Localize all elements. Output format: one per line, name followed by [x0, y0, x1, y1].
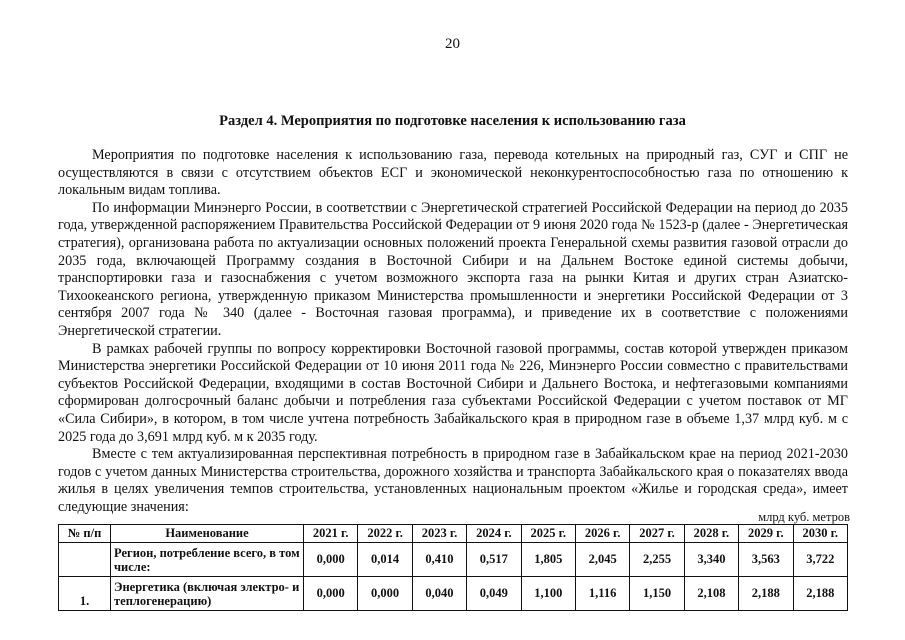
- row-value: 1,805: [521, 543, 575, 577]
- row-value: 1,100: [521, 577, 575, 611]
- row-number: 1.: [59, 577, 111, 611]
- paragraph: В рамках рабочей группы по вопросу корректировки Восточной газовой программы, состав которой утвержден приказом Министерства энергетики Российской Федерации от 10 июня 2011 года № 226, Минэнерго России совместно с правительствами субъектов Российской Федерации, входящими в состав Восточной Сибири и Дальнего Востока, и нефтегазовыми компаниями сформирован долгосрочный баланс добычи и потребления газа субъектами Российской Федерации с учетом поставок от МГ «Сила Сибири», в котором, в том числе учтена потребность Забайкальского края в природном газе в объеме 1,37 млрд куб. м с 2025 года до 3,691 млрд куб. м к 2035 году.: [58, 340, 848, 445]
- row-value: 3,722: [793, 543, 847, 577]
- row-value: 0,014: [358, 543, 412, 577]
- body-text: [58, 147, 848, 516]
- header-year: 2022 г.: [358, 525, 412, 543]
- gas-demand-table: [58, 524, 848, 611]
- header-year: 2028 г.: [684, 525, 738, 543]
- paragraph: Мероприятия по подготовке населения к использованию газа, перевода котельных на природный газ, СУГ и СПГ не осуществляются в связи с отсутствием объектов ЕСГ и экономической неконкурентоспособностью газа по отношению к локальным видам топлива.: [58, 147, 848, 199]
- table-row: [59, 577, 848, 611]
- row-number: [59, 543, 111, 577]
- unit-note: млрд куб. метров: [758, 510, 850, 524]
- header-year: 2026 г.: [575, 525, 629, 543]
- row-value: 3,340: [684, 543, 738, 577]
- row-value: 2,108: [684, 577, 738, 611]
- row-name: Регион, потребление всего, в том числе:: [111, 543, 304, 577]
- page-number: 20: [445, 36, 460, 52]
- row-value: 2,045: [575, 543, 629, 577]
- row-value: 2,188: [739, 577, 793, 611]
- row-value: 0,000: [358, 577, 412, 611]
- header-year: 2021 г.: [304, 525, 358, 543]
- header-year: 2025 г.: [521, 525, 575, 543]
- row-value: 0,410: [412, 543, 466, 577]
- header-name: Наименование: [111, 525, 304, 543]
- section-heading: Раздел 4. Мероприятия по подготовке населения к использованию газа: [219, 113, 686, 129]
- row-value: 0,000: [304, 577, 358, 611]
- paragraph: По информации Минэнерго России, в соответствии с Энергетической стратегией Российской Федерации на период до 2035 года, утвержденной распоряжением Правительства Российской Федерации от 9 июня 2020 года № 1523-р (далее - Энергетическая стратегия), организована работа по актуализации основных положений проекта Генеральной схемы развития газовой отрасли до 2035 года, включающей Программу создания в Восточной Сибири и на Дальнем Востоке единой системы добычи, транспортировки газа и газоснабжения с учетом возможного экспорта газа на рынки Китая и других стран Азиатско-Тихоокеанского региона, утвержденную приказом Министерства промышленности и энергетики Российской Федерации от 3 сентября 2007 года № 340 (далее - Восточная газовая программа), и приведение их в соответствие с положениями Энергетической стратегии.: [58, 199, 848, 339]
- header-year: 2027 г.: [630, 525, 684, 543]
- header-year: 2023 г.: [412, 525, 466, 543]
- row-value: 3,563: [739, 543, 793, 577]
- header-year: 2024 г.: [467, 525, 521, 543]
- paragraph: Вместе с тем актуализированная перспективная потребность в природном газе в Забайкальском крае на период 2021-2030 годов с учетом данных Министерства строительства, дорожного хозяйства и транспорта Забайкальского края о показателях ввода жилья в целях увеличения темпов строительства, установленных национальным проектом «Жилье и городская среда», имеет следующие значения:: [58, 446, 848, 515]
- header-number: № п/п: [59, 525, 111, 543]
- row-value: 2,188: [793, 577, 847, 611]
- header-year: 2029 г.: [739, 525, 793, 543]
- row-value: 1,116: [575, 577, 629, 611]
- row-value: 2,255: [630, 543, 684, 577]
- row-value: 0,049: [467, 577, 521, 611]
- row-value: 0,040: [412, 577, 466, 611]
- row-value: 0,517: [467, 543, 521, 577]
- row-value: 1,150: [630, 577, 684, 611]
- header-year: 2030 г.: [793, 525, 847, 543]
- table-header-row: [59, 525, 848, 543]
- row-name: Энергетика (включая электро- и теплогенерацию): [111, 577, 304, 611]
- row-value: 0,000: [304, 543, 358, 577]
- table-row: [59, 543, 848, 577]
